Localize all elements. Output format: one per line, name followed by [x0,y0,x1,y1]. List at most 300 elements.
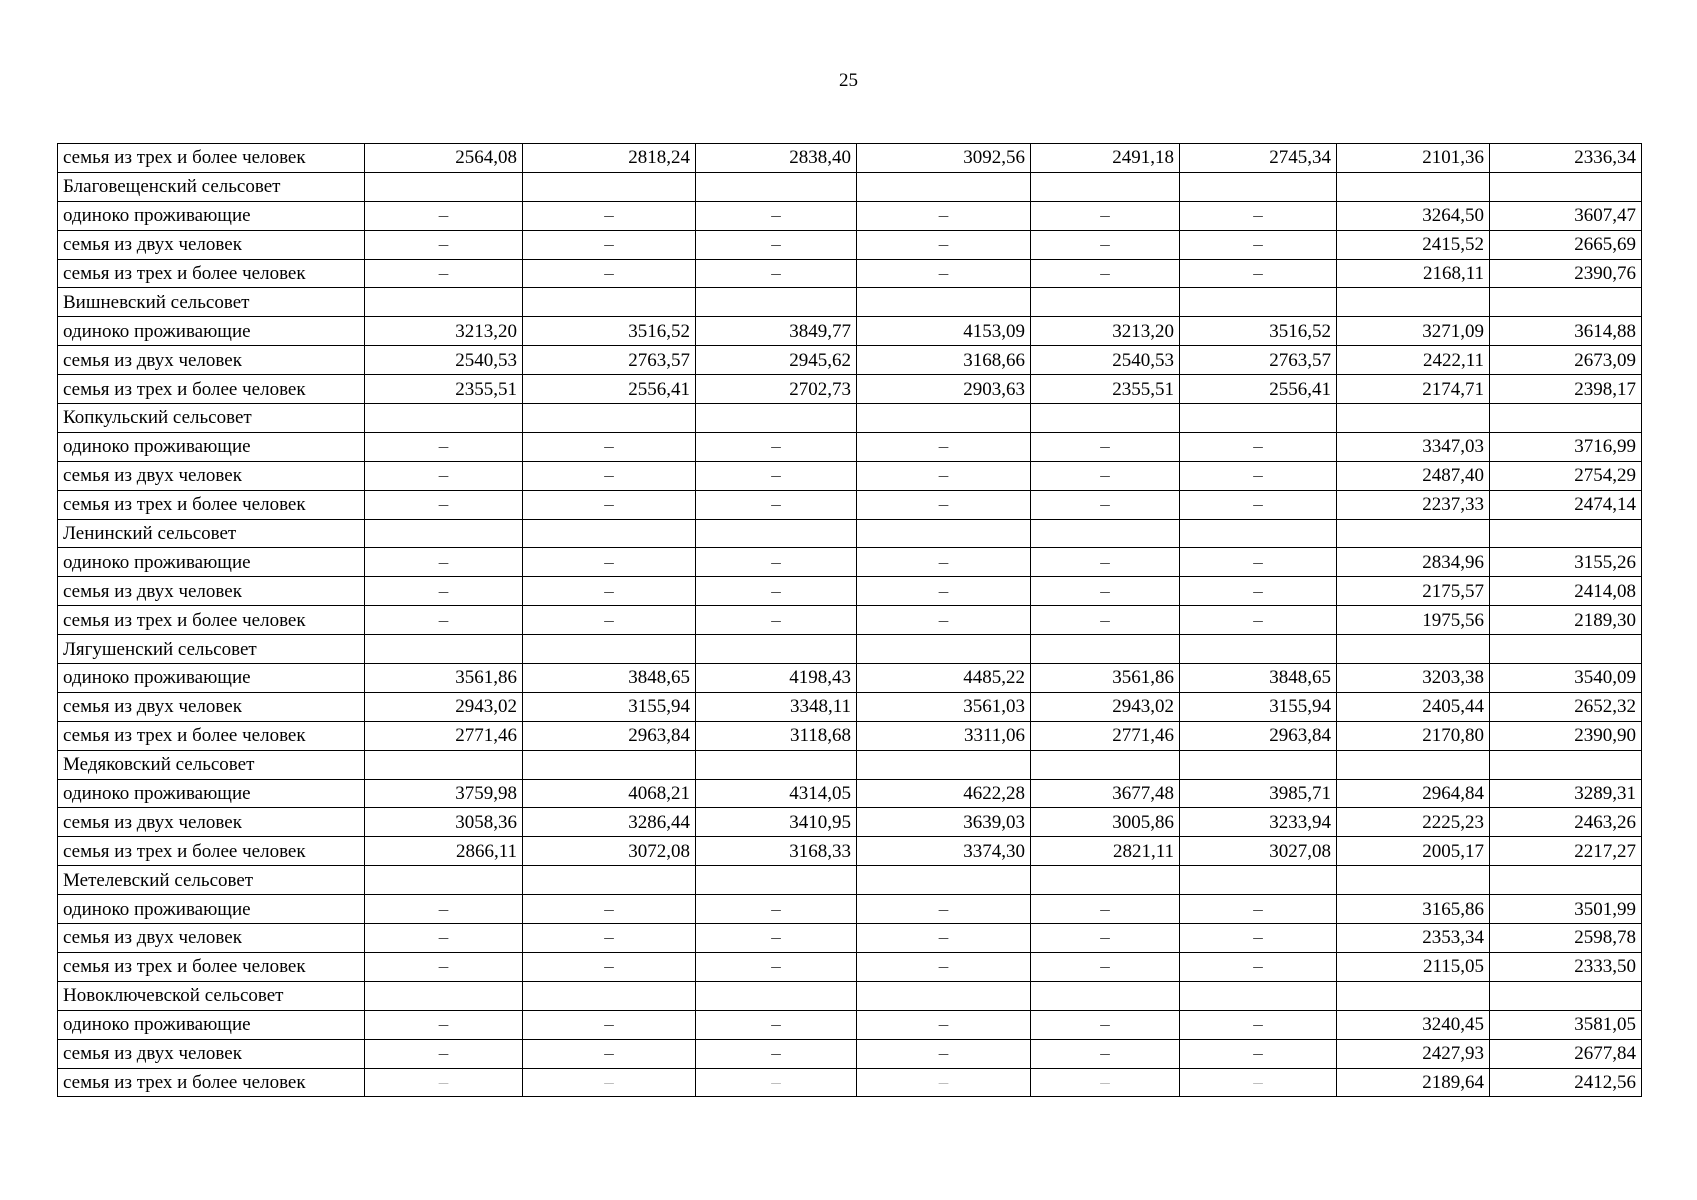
table-row [58,837,1642,866]
value-cell: 3289,31 [1490,779,1642,808]
empty-value-cell: – [365,461,523,490]
blank-cell [857,404,1031,433]
value-cell: 3581,05 [1490,1010,1642,1039]
blank-cell [857,172,1031,201]
value-cell: 2405,44 [1337,692,1490,721]
empty-value-cell: – [1180,490,1337,519]
value-cell: 2101,36 [1337,144,1490,173]
row-label-cell: семья из двух человек [58,692,365,721]
value-cell: 3614,88 [1490,317,1642,346]
empty-value-cell: – [857,606,1031,635]
empty-value-cell: – [1031,924,1180,953]
value-cell: 2115,05 [1337,952,1490,981]
value-cell: 2353,34 [1337,924,1490,953]
empty-value-cell: – [696,230,857,259]
empty-value-cell: – [696,952,857,981]
empty-value-cell: – [365,577,523,606]
blank-cell [857,866,1031,895]
table-row [58,606,1642,635]
row-label-cell: семья из двух человек [58,461,365,490]
blank-cell [365,172,523,201]
section-header-row [58,750,1642,779]
value-cell: 2677,84 [1490,1039,1642,1068]
blank-cell [696,519,857,548]
value-cell: 3264,50 [1337,201,1490,230]
value-cell: 3561,03 [857,692,1031,721]
table-row [58,577,1642,606]
value-cell: 3540,09 [1490,664,1642,693]
section-header-row [58,981,1642,1010]
value-cell: 2333,50 [1490,952,1642,981]
value-cell: 2903,63 [857,375,1031,404]
value-cell: 2390,76 [1490,259,1642,288]
table-row [58,375,1642,404]
value-cell: 4622,28 [857,779,1031,808]
row-label-cell: семья из трех и более человек [58,837,365,866]
empty-value-cell: – [1180,201,1337,230]
blank-cell [365,404,523,433]
blank-cell [696,172,857,201]
empty-value-cell: – [523,201,696,230]
value-cell: 2652,32 [1490,692,1642,721]
blank-cell [857,635,1031,664]
value-cell: 4314,05 [696,779,857,808]
table-row [58,1010,1642,1039]
table-body [58,144,1642,1097]
blank-cell [1490,750,1642,779]
blank-cell [1490,866,1642,895]
section-header-row [58,866,1642,895]
empty-value-cell: – [857,490,1031,519]
value-cell: 2821,11 [1031,837,1180,866]
empty-value-cell: – [1180,1010,1337,1039]
value-cell: 2217,27 [1490,837,1642,866]
blank-cell [1031,981,1180,1010]
empty-value-cell: – [696,1010,857,1039]
empty-value-cell: – [365,490,523,519]
value-cell: 2943,02 [1031,692,1180,721]
value-cell: 2225,23 [1337,808,1490,837]
value-cell: 2834,96 [1337,548,1490,577]
value-cell: 3607,47 [1490,201,1642,230]
row-label-cell: семья из двух человек [58,1039,365,1068]
table-row [58,808,1642,837]
section-name-cell: Копкульский сельсовет [58,404,365,433]
empty-value-cell: – [1031,259,1180,288]
blank-cell [365,288,523,317]
empty-value-cell: – [696,577,857,606]
value-cell: 2487,40 [1337,461,1490,490]
value-cell: 2963,84 [1180,721,1337,750]
section-name-cell: Вишневский сельсовет [58,288,365,317]
empty-value-cell: – [1031,1010,1180,1039]
blank-cell [1031,288,1180,317]
table-row [58,895,1642,924]
value-cell: 2943,02 [365,692,523,721]
empty-value-cell: – [857,577,1031,606]
empty-value-cell: – [523,230,696,259]
empty-value-cell: – [857,201,1031,230]
empty-value-cell: – [523,490,696,519]
row-label-cell: семья из трех и более человек [58,721,365,750]
empty-value-cell: – [1031,895,1180,924]
blank-cell [1337,981,1490,1010]
table-row [58,952,1642,981]
empty-value-cell: – [696,895,857,924]
row-label-cell: семья из трех и более человек [58,490,365,519]
empty-value-cell: – [696,201,857,230]
value-cell: 2414,08 [1490,577,1642,606]
empty-value-cell: – [1031,432,1180,461]
value-cell: 2189,64 [1337,1068,1490,1097]
value-cell: 2412,56 [1490,1068,1642,1097]
empty-value-cell: – [1180,1068,1337,1097]
section-header-row [58,635,1642,664]
value-cell: 2474,14 [1490,490,1642,519]
table-row [58,461,1642,490]
empty-value-cell: – [1031,1068,1180,1097]
empty-value-cell: – [523,924,696,953]
empty-value-cell: – [1180,924,1337,953]
table-row [58,721,1642,750]
value-cell: 3165,86 [1337,895,1490,924]
blank-cell [1180,404,1337,433]
empty-value-cell: – [696,490,857,519]
blank-cell [1180,750,1337,779]
value-cell: 3501,99 [1490,895,1642,924]
empty-value-cell: – [696,432,857,461]
row-label-cell: одиноко проживающие [58,548,365,577]
table-row [58,664,1642,693]
empty-value-cell: – [1180,548,1337,577]
value-cell: 3348,11 [696,692,857,721]
row-label-cell: семья из трех и более человек [58,375,365,404]
value-cell: 3516,52 [1180,317,1337,346]
blank-cell [1337,750,1490,779]
empty-value-cell: – [857,259,1031,288]
empty-value-cell: – [365,895,523,924]
empty-value-cell: – [857,461,1031,490]
empty-value-cell: – [365,952,523,981]
value-cell: 3759,98 [365,779,523,808]
value-cell: 2491,18 [1031,144,1180,173]
row-label-cell: одиноко проживающие [58,317,365,346]
row-label-cell: семья из двух человек [58,230,365,259]
value-cell: 2415,52 [1337,230,1490,259]
row-label-cell: одиноко проживающие [58,779,365,808]
blank-cell [1180,866,1337,895]
value-cell: 2838,40 [696,144,857,173]
value-cell: 3410,95 [696,808,857,837]
table-row [58,1068,1642,1097]
blank-cell [1337,172,1490,201]
value-cell: 2355,51 [1031,375,1180,404]
value-cell: 2170,80 [1337,721,1490,750]
value-cell: 3286,44 [523,808,696,837]
empty-value-cell: – [1180,461,1337,490]
section-header-row [58,288,1642,317]
section-header-row [58,172,1642,201]
value-cell: 4485,22 [857,664,1031,693]
section-name-cell: Ленинский сельсовет [58,519,365,548]
blank-cell [696,981,857,1010]
blank-cell [365,866,523,895]
value-cell: 3168,33 [696,837,857,866]
row-label-cell: семья из двух человек [58,577,365,606]
empty-value-cell: – [1180,432,1337,461]
blank-cell [365,750,523,779]
empty-value-cell: – [523,1039,696,1068]
blank-cell [696,866,857,895]
empty-value-cell: – [1031,230,1180,259]
empty-value-cell: – [696,924,857,953]
page-number: 25 [839,70,858,91]
value-cell: 3155,26 [1490,548,1642,577]
blank-cell [1031,172,1180,201]
empty-value-cell: – [523,1068,696,1097]
blank-cell [523,750,696,779]
row-label-cell: семья из трех и более человек [58,259,365,288]
value-cell: 4068,21 [523,779,696,808]
empty-value-cell: – [857,548,1031,577]
blank-cell [523,404,696,433]
value-cell: 4198,43 [696,664,857,693]
value-cell: 2818,24 [523,144,696,173]
blank-cell [1180,519,1337,548]
empty-value-cell: – [1031,952,1180,981]
value-cell: 3561,86 [365,664,523,693]
blank-cell [1337,635,1490,664]
value-cell: 3240,45 [1337,1010,1490,1039]
value-cell: 2422,11 [1337,346,1490,375]
row-label-cell: семья из трех и более человек [58,1068,365,1097]
value-cell: 2754,29 [1490,461,1642,490]
value-cell: 2745,34 [1180,144,1337,173]
empty-value-cell: – [1180,952,1337,981]
empty-value-cell: – [1180,577,1337,606]
value-cell: 2665,69 [1490,230,1642,259]
empty-value-cell: – [365,201,523,230]
empty-value-cell: – [365,548,523,577]
empty-value-cell: – [1180,606,1337,635]
row-label-cell: одиноко проживающие [58,432,365,461]
empty-value-cell: – [1031,548,1180,577]
blank-cell [1337,866,1490,895]
empty-value-cell: – [857,432,1031,461]
table-row [58,924,1642,953]
empty-value-cell: – [857,952,1031,981]
row-label-cell: одиноко проживающие [58,895,365,924]
value-cell: 2556,41 [523,375,696,404]
tariff-table [57,143,1642,1097]
value-cell: 2763,57 [523,346,696,375]
blank-cell [1180,172,1337,201]
empty-value-cell: – [696,548,857,577]
blank-cell [857,750,1031,779]
row-label-cell: одиноко проживающие [58,1010,365,1039]
value-cell: 3848,65 [523,664,696,693]
value-cell: 2005,17 [1337,837,1490,866]
value-cell: 2763,57 [1180,346,1337,375]
blank-cell [696,750,857,779]
empty-value-cell: – [523,952,696,981]
section-header-row [58,519,1642,548]
value-cell: 2390,90 [1490,721,1642,750]
row-label-cell: семья из трех и более человек [58,606,365,635]
table-row [58,432,1642,461]
empty-value-cell: – [696,1068,857,1097]
blank-cell [1180,288,1337,317]
blank-cell [1490,404,1642,433]
blank-cell [1490,519,1642,548]
value-cell: 3155,94 [523,692,696,721]
value-cell: 2427,93 [1337,1039,1490,1068]
empty-value-cell: – [857,895,1031,924]
value-cell: 1975,56 [1337,606,1490,635]
value-cell: 3677,48 [1031,779,1180,808]
empty-value-cell: – [523,577,696,606]
value-cell: 2168,11 [1337,259,1490,288]
blank-cell [523,519,696,548]
value-cell: 2237,33 [1337,490,1490,519]
table-row [58,201,1642,230]
value-cell: 2398,17 [1490,375,1642,404]
blank-cell [1490,172,1642,201]
empty-value-cell: – [1031,606,1180,635]
value-cell: 2189,30 [1490,606,1642,635]
value-cell: 2771,46 [365,721,523,750]
value-cell: 2336,34 [1490,144,1642,173]
empty-value-cell: – [857,1068,1031,1097]
empty-value-cell: – [1180,1039,1337,1068]
section-header-row [58,404,1642,433]
table-row [58,346,1642,375]
value-cell: 3168,66 [857,346,1031,375]
row-label-cell: семья из трех и более человек [58,144,365,173]
row-label-cell: одиноко проживающие [58,664,365,693]
table-row [58,548,1642,577]
value-cell: 3233,94 [1180,808,1337,837]
empty-value-cell: – [365,924,523,953]
blank-cell [857,288,1031,317]
blank-cell [365,519,523,548]
empty-value-cell: – [365,1068,523,1097]
empty-value-cell: – [365,1010,523,1039]
empty-value-cell: – [1031,577,1180,606]
row-label-cell: семья из трех и более человек [58,952,365,981]
value-cell: 2673,09 [1490,346,1642,375]
table-row [58,317,1642,346]
value-cell: 3848,65 [1180,664,1337,693]
blank-cell [1337,404,1490,433]
empty-value-cell: – [1180,230,1337,259]
empty-value-cell: – [857,1010,1031,1039]
empty-value-cell: – [365,230,523,259]
section-name-cell: Новоключевской сельсовет [58,981,365,1010]
value-cell: 3213,20 [365,317,523,346]
value-cell: 3716,99 [1490,432,1642,461]
section-name-cell: Метелевский сельсовет [58,866,365,895]
section-name-cell: Благовещенский сельсовет [58,172,365,201]
blank-cell [696,635,857,664]
blank-cell [1031,519,1180,548]
empty-value-cell: – [1180,259,1337,288]
empty-value-cell: – [696,606,857,635]
value-cell: 2702,73 [696,375,857,404]
value-cell: 4153,09 [857,317,1031,346]
value-cell: 2964,84 [1337,779,1490,808]
empty-value-cell: – [696,461,857,490]
blank-cell [523,288,696,317]
table-row [58,144,1642,173]
row-label-cell: семья из двух человек [58,808,365,837]
blank-cell [1031,635,1180,664]
value-cell: 2556,41 [1180,375,1337,404]
value-cell: 3092,56 [857,144,1031,173]
empty-value-cell: – [857,230,1031,259]
value-cell: 2355,51 [365,375,523,404]
row-label-cell: одиноко проживающие [58,201,365,230]
value-cell: 2564,08 [365,144,523,173]
blank-cell [857,981,1031,1010]
empty-value-cell: – [523,259,696,288]
blank-cell [696,288,857,317]
value-cell: 2963,84 [523,721,696,750]
blank-cell [1180,635,1337,664]
value-cell: 2463,26 [1490,808,1642,837]
table-row [58,1039,1642,1068]
value-cell: 3374,30 [857,837,1031,866]
empty-value-cell: – [1031,461,1180,490]
empty-value-cell: – [523,606,696,635]
empty-value-cell: – [523,432,696,461]
blank-cell [857,519,1031,548]
empty-value-cell: – [1031,1039,1180,1068]
table-row [58,230,1642,259]
blank-cell [523,172,696,201]
empty-value-cell: – [365,1039,523,1068]
value-cell: 3155,94 [1180,692,1337,721]
empty-value-cell: – [365,259,523,288]
empty-value-cell: – [523,548,696,577]
value-cell: 2540,53 [1031,346,1180,375]
value-cell: 3213,20 [1031,317,1180,346]
blank-cell [1031,750,1180,779]
value-cell: 2174,71 [1337,375,1490,404]
empty-value-cell: – [523,1010,696,1039]
value-cell: 3058,36 [365,808,523,837]
row-label-cell: семья из двух человек [58,346,365,375]
blank-cell [1490,981,1642,1010]
empty-value-cell: – [857,1039,1031,1068]
value-cell: 3561,86 [1031,664,1180,693]
empty-value-cell: – [1031,490,1180,519]
table-row [58,692,1642,721]
value-cell: 3347,03 [1337,432,1490,461]
table-row [58,259,1642,288]
blank-cell [523,635,696,664]
value-cell: 3516,52 [523,317,696,346]
blank-cell [1490,635,1642,664]
blank-cell [365,635,523,664]
value-cell: 2945,62 [696,346,857,375]
row-label-cell: семья из двух человек [58,924,365,953]
value-cell: 3849,77 [696,317,857,346]
section-name-cell: Медяковский сельсовет [58,750,365,779]
value-cell: 3639,03 [857,808,1031,837]
empty-value-cell: – [523,895,696,924]
empty-value-cell: – [365,606,523,635]
